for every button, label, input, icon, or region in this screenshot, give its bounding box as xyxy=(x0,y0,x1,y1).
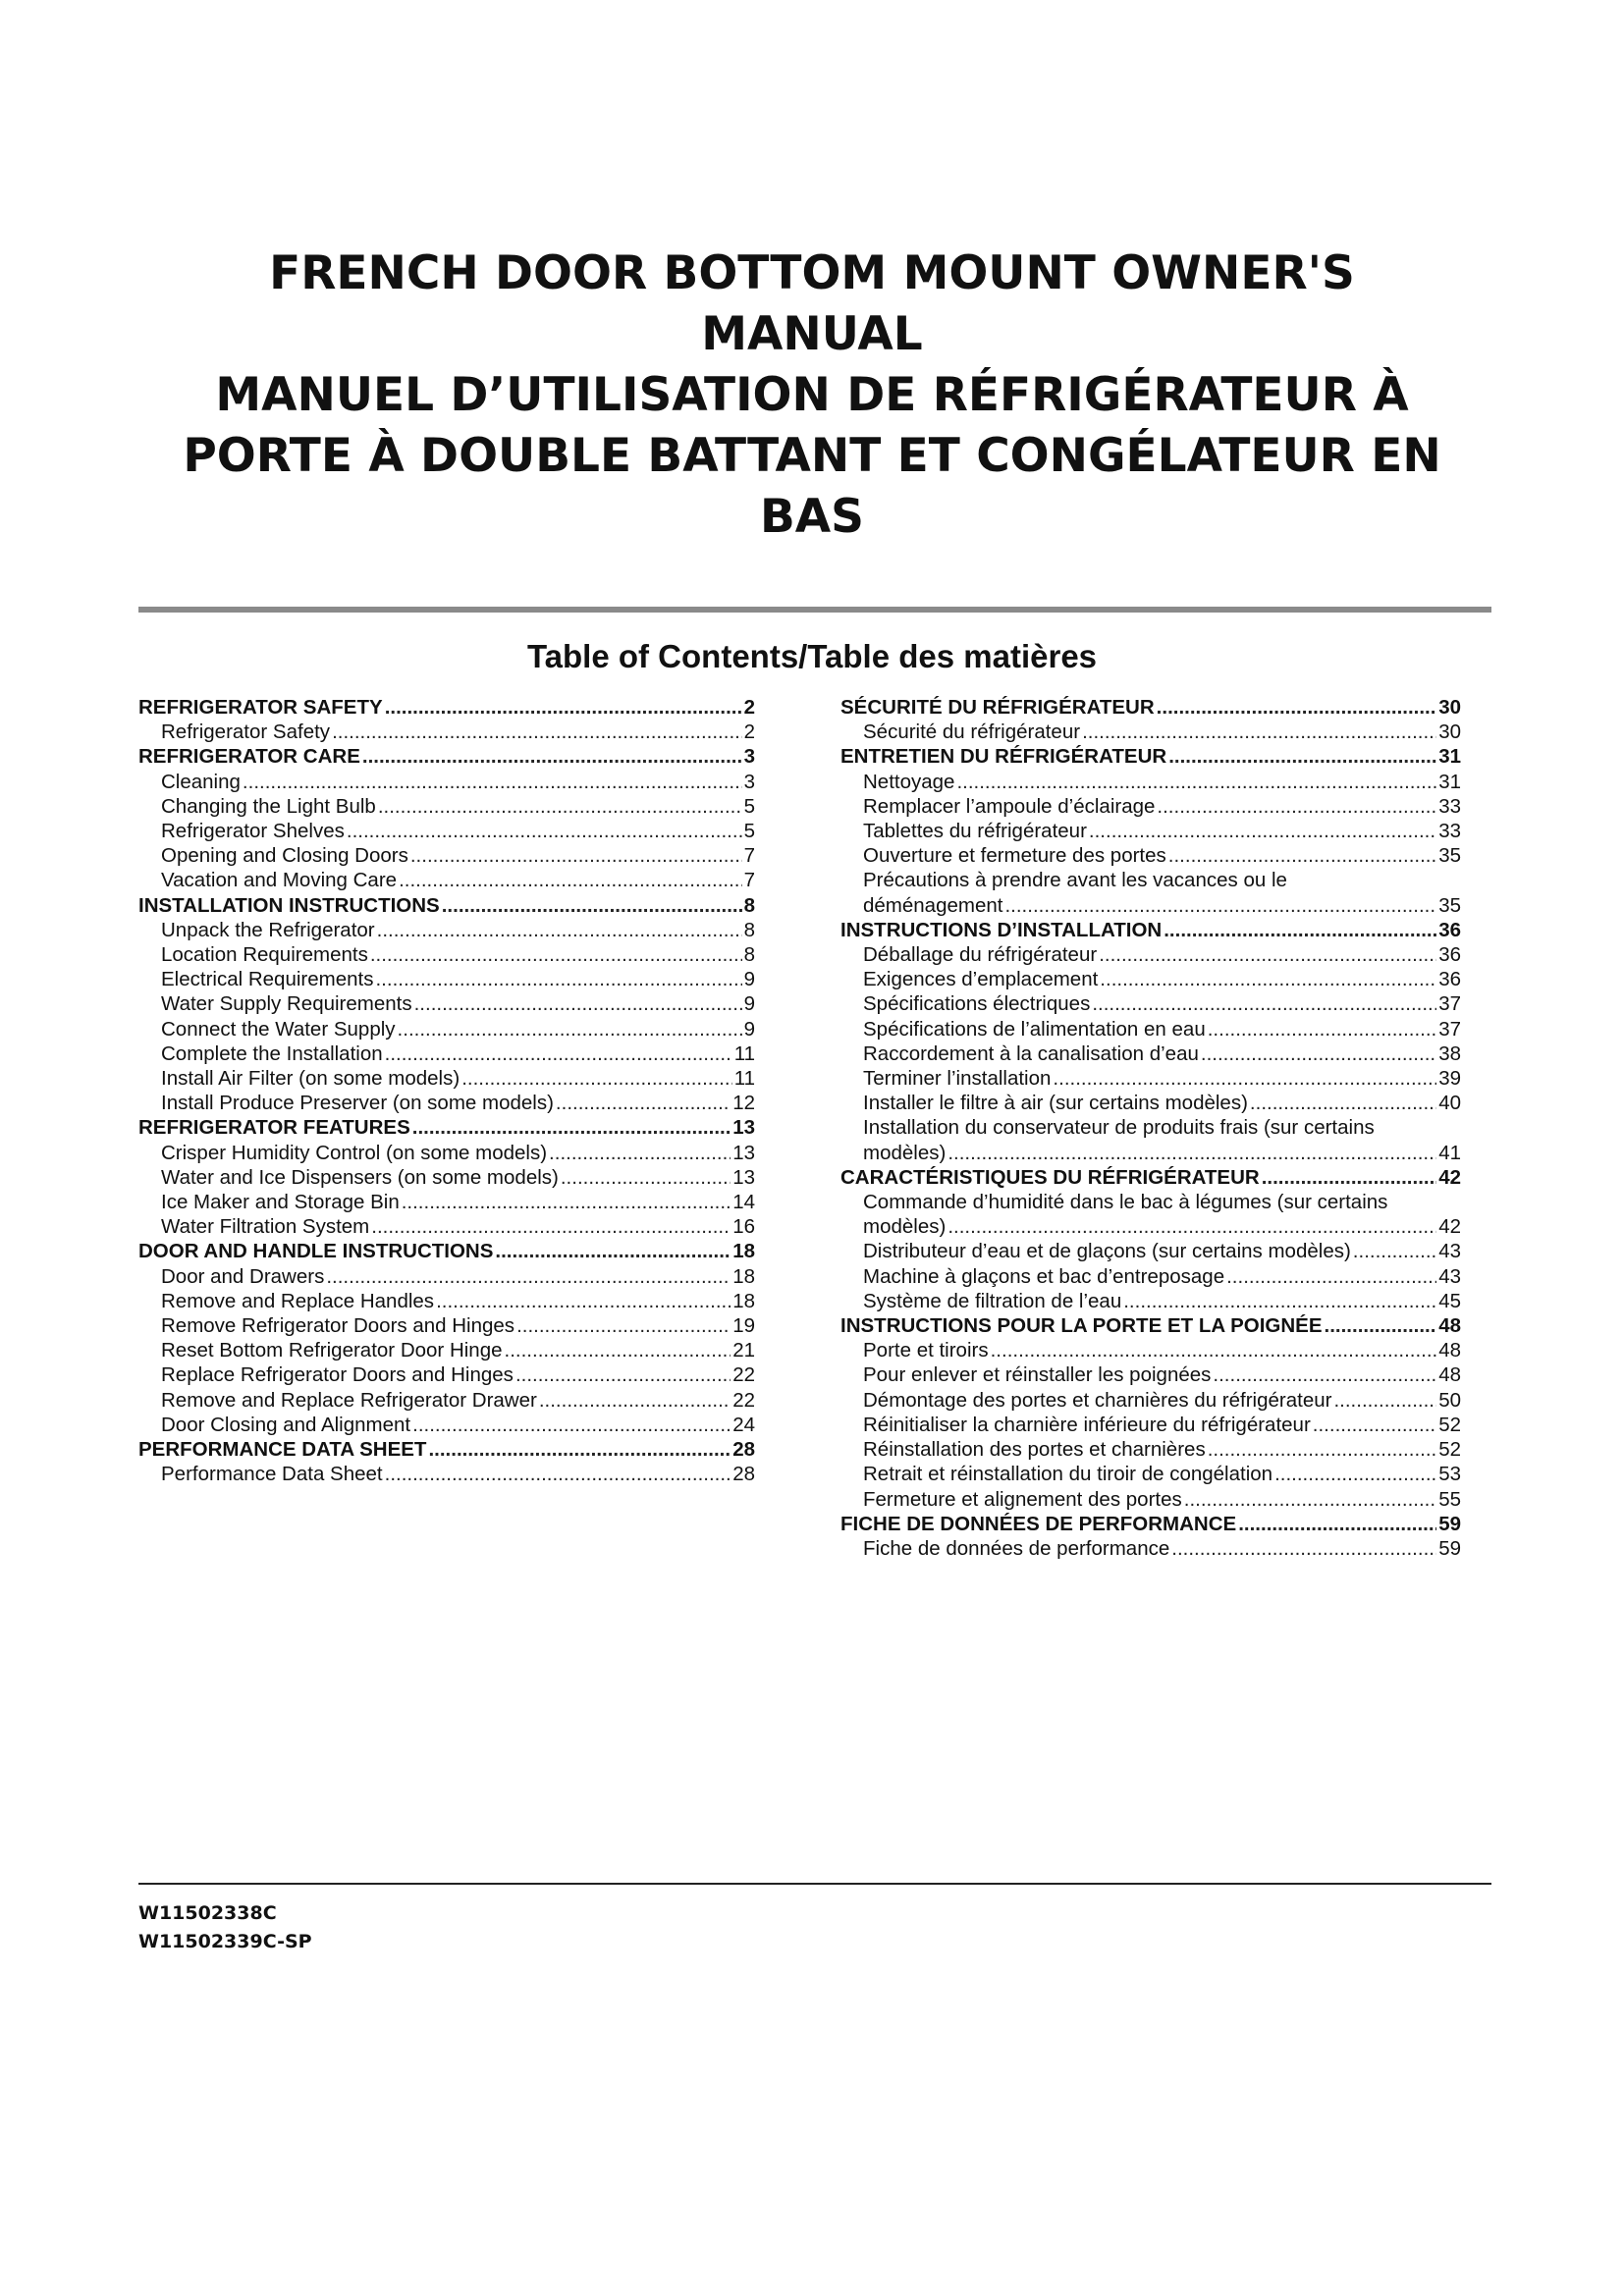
toc-page-number: 41 xyxy=(1438,1141,1461,1164)
toc-entry-title: Cleaning xyxy=(161,770,241,793)
toc-subsection-entry[interactable] xyxy=(840,1413,1461,1437)
toc-section-entry[interactable] xyxy=(138,1239,755,1263)
toc-page-number: 36 xyxy=(1438,943,1461,967)
toc-subsection-entry[interactable] xyxy=(840,1041,1461,1066)
toc-entry-title: modèles) xyxy=(863,1141,947,1164)
toc-entry-title: Ouverture et fermeture des portes xyxy=(863,844,1166,868)
toc-dot-leader xyxy=(505,1338,731,1362)
toc-page-number: 18 xyxy=(732,1264,755,1288)
toc-subsection-entry[interactable] xyxy=(138,1165,755,1190)
toc-page-number: 37 xyxy=(1438,992,1461,1016)
toc-entry-title: Commande d’humidité dans le bac à légumes (sur certains xyxy=(863,1191,1388,1214)
toc-dot-leader xyxy=(347,819,742,843)
toc-page-number: 42 xyxy=(1438,1215,1461,1239)
toc-dot-leader xyxy=(947,1141,1436,1165)
toc-page-number: 52 xyxy=(1438,1413,1461,1436)
toc-subsection-entry[interactable] xyxy=(840,1536,1461,1561)
toc-section-entry[interactable] xyxy=(138,1437,755,1462)
toc-page-number: 18 xyxy=(732,1289,755,1312)
toc-dot-leader xyxy=(243,770,742,794)
toc-subsection-entry[interactable] xyxy=(138,770,755,794)
toc-dot-leader xyxy=(1004,893,1436,918)
toc-page-number: 36 xyxy=(1438,968,1461,991)
toc-subsection-entry[interactable] xyxy=(138,1462,755,1486)
toc-subsection-entry[interactable] xyxy=(840,1437,1461,1462)
toc-entry-title: Remove Refrigerator Doors and Hinges xyxy=(161,1314,515,1338)
toc-dot-leader xyxy=(1099,942,1436,967)
toc-entry-title: INSTRUCTIONS POUR LA PORTE ET LA POIGNÉE xyxy=(840,1314,1323,1338)
toc-subsection-entry[interactable] xyxy=(840,720,1461,744)
toc-page-number: 43 xyxy=(1438,1240,1461,1263)
toc-entry-title: Reset Bottom Refrigerator Door Hinge xyxy=(161,1339,503,1362)
toc-entry-title: Retrait et réinstallation du tiroir de congélation xyxy=(863,1463,1273,1486)
toc-entry-title: Refrigerator Shelves xyxy=(161,820,345,843)
toc-section-entry[interactable] xyxy=(840,744,1461,769)
document-code: W11502339C-SP xyxy=(138,1931,312,1952)
toc-page-number: 40 xyxy=(1438,1092,1461,1115)
toc-page-number: 31 xyxy=(1438,770,1461,793)
toc-dot-leader xyxy=(956,770,1436,794)
toc-subsection-entry[interactable] xyxy=(840,1462,1461,1486)
toc-dot-leader xyxy=(1201,1041,1436,1066)
toc-entry-title: déménagement xyxy=(863,893,1003,917)
toc-dot-leader xyxy=(371,1214,731,1239)
toc-dot-leader xyxy=(1333,1388,1436,1413)
toc-entry-title: INSTALLATION INSTRUCTIONS xyxy=(138,893,440,917)
toc-page-number: 30 xyxy=(1438,721,1461,744)
toc-entry-title: Pour enlever et réinstaller les poignées xyxy=(863,1363,1212,1387)
toc-page-number: 22 xyxy=(732,1363,755,1387)
toc-page-number: 48 xyxy=(1438,1363,1461,1387)
toc-dot-leader xyxy=(1168,843,1436,868)
toc-entry-title: Ice Maker and Storage Bin xyxy=(161,1191,400,1214)
toc-page-number: 11 xyxy=(733,1067,755,1091)
toc-dot-leader xyxy=(399,868,742,892)
toc-entry-title: Remplacer l’ampoule d’éclairage xyxy=(863,794,1156,818)
toc-dot-leader xyxy=(428,1437,731,1462)
toc-subsection-entry[interactable] xyxy=(138,794,755,819)
toc-page-number: 59 xyxy=(1438,1536,1461,1560)
toc-dot-leader xyxy=(436,1289,731,1313)
toc-dot-leader xyxy=(1157,695,1437,720)
toc-entry-title: REFRIGERATOR SAFETY xyxy=(138,696,383,719)
toc-dot-leader xyxy=(1353,1239,1436,1263)
toc-entry-title: Démontage des portes et charnières du réfrigérateur xyxy=(863,1388,1332,1412)
toc-subsection-entry[interactable] xyxy=(840,1289,1461,1313)
toc-dot-leader xyxy=(1262,1165,1436,1190)
toc-dot-leader xyxy=(1213,1362,1436,1387)
toc-entry-title: Nettoyage xyxy=(863,770,955,793)
toc-entry-title: Réinitialiser la charnière inférieure du réfrigérateur xyxy=(863,1413,1311,1436)
toc-entry-title: Replace Refrigerator Doors and Hinges xyxy=(161,1363,514,1387)
toc-entry-title: ENTRETIEN DU RÉFRIGÉRATEUR xyxy=(840,745,1167,769)
title-line: MANUAL xyxy=(701,307,923,361)
toc-dot-leader xyxy=(402,1190,731,1214)
toc-dot-leader xyxy=(1082,720,1436,744)
toc-dot-leader xyxy=(442,893,742,918)
toc-entry-title: Door Closing and Alignment xyxy=(161,1413,411,1436)
toc-entry-title: Unpack the Refrigerator xyxy=(161,918,375,941)
toc-page-number: 8 xyxy=(743,943,755,967)
toc-page-number: 22 xyxy=(732,1388,755,1412)
toc-entry-title: Porte et tiroirs xyxy=(863,1339,989,1362)
toc-dot-leader xyxy=(1325,1313,1437,1338)
toc-entry-title: SÉCURITÉ DU RÉFRIGÉRATEUR xyxy=(840,696,1155,719)
toc-page-number: 37 xyxy=(1438,1017,1461,1041)
toc-page-number: 18 xyxy=(732,1240,755,1263)
toc-entry-title: PERFORMANCE DATA SHEET xyxy=(138,1438,427,1462)
toc-page-number: 24 xyxy=(732,1413,755,1436)
toc-page-number: 53 xyxy=(1438,1463,1461,1486)
toc-page-number: 5 xyxy=(743,794,755,818)
toc-dot-leader xyxy=(1274,1462,1436,1486)
toc-dot-leader xyxy=(326,1264,731,1289)
toc-subsection-entry[interactable] xyxy=(840,1487,1461,1512)
toc-subsection-entry[interactable] xyxy=(138,1413,755,1437)
toc-subsection-entry[interactable] xyxy=(138,1338,755,1362)
title-line: MANUEL D’UTILISATION DE RÉFRIGÉRATEUR À xyxy=(215,368,1409,422)
toc-page-number: 7 xyxy=(743,844,755,868)
toc-dot-leader xyxy=(1092,991,1436,1016)
toc-page-number: 48 xyxy=(1438,1314,1461,1338)
toc-entry-title: Exigences d’emplacement xyxy=(863,968,1099,991)
title-divider xyxy=(138,607,1491,613)
toc-subsection-entry[interactable] xyxy=(138,1214,755,1239)
toc-dot-leader xyxy=(398,1017,742,1041)
toc-page-number: 13 xyxy=(732,1141,755,1164)
toc-dot-leader xyxy=(561,1165,731,1190)
toc-page-number: 8 xyxy=(743,918,755,941)
toc-dot-leader xyxy=(1089,819,1436,843)
toc-entry-title: Réinstallation des portes et charnières xyxy=(863,1438,1206,1462)
toc-dot-leader xyxy=(991,1338,1437,1362)
toc-page-number: 39 xyxy=(1438,1067,1461,1091)
toc-page-number: 2 xyxy=(743,721,755,744)
toc-entry-title: Performance Data Sheet xyxy=(161,1463,383,1486)
toc-page-number: 7 xyxy=(743,869,755,892)
toc-page-number: 36 xyxy=(1438,918,1461,941)
toc-entry-title: Electrical Requirements xyxy=(161,968,374,991)
toc-page-number: 50 xyxy=(1438,1388,1461,1412)
toc-subsection-entry[interactable] xyxy=(840,893,1461,918)
toc-page-number: 33 xyxy=(1438,794,1461,818)
toc-dot-leader xyxy=(495,1239,731,1263)
toc-page-number: 16 xyxy=(732,1215,755,1239)
toc-subsection-entry[interactable] xyxy=(840,967,1461,991)
toc-entry-title: Install Air Filter (on some models) xyxy=(161,1067,460,1091)
toc-entry-title: REFRIGERATOR FEATURES xyxy=(138,1116,410,1140)
toc-section-entry[interactable] xyxy=(840,1512,1461,1536)
toc-entry-title: Installer le filtre à air (sur certains modèles) xyxy=(863,1092,1248,1115)
toc-entry-title: Spécifications électriques xyxy=(863,992,1091,1016)
toc-page-number: 9 xyxy=(743,968,755,991)
toc-section-entry[interactable] xyxy=(840,1313,1461,1338)
toc-subsection-entry[interactable] xyxy=(840,1388,1461,1413)
toc-subsection-entry[interactable] xyxy=(840,1066,1461,1091)
toc-subsection-entry[interactable] xyxy=(138,967,755,991)
toc-entry-title: Water Filtration System xyxy=(161,1215,370,1239)
toc-dot-leader xyxy=(385,1041,732,1066)
toc-subsection-entry[interactable] xyxy=(840,1239,1461,1263)
toc-subsection-entry[interactable] xyxy=(840,1091,1461,1115)
toc-subsection-entry[interactable] xyxy=(840,1017,1461,1041)
toc-subsection-entry[interactable] xyxy=(138,991,755,1016)
toc-entry-title: modèles) xyxy=(863,1215,947,1239)
toc-dot-leader xyxy=(332,720,742,744)
toc-page-number: 21 xyxy=(732,1339,755,1362)
toc-subsection-entry[interactable] xyxy=(138,868,755,892)
toc-subsection-entry[interactable] xyxy=(840,1264,1461,1289)
toc-page-number: 5 xyxy=(743,820,755,843)
toc-page-number: 52 xyxy=(1438,1438,1461,1462)
toc-section-entry[interactable] xyxy=(138,695,755,720)
toc-dot-leader xyxy=(1100,967,1436,991)
toc-dot-leader xyxy=(1171,1536,1436,1561)
toc-section-entry[interactable] xyxy=(138,744,755,769)
toc-page-number: 48 xyxy=(1438,1339,1461,1362)
toc-subsection-entry[interactable] xyxy=(840,1338,1461,1362)
toc-page-number: 9 xyxy=(743,992,755,1016)
toc-dot-leader xyxy=(556,1091,731,1115)
toc-entry-title: Spécifications de l’alimentation en eau xyxy=(863,1017,1206,1041)
toc-subsection-entry[interactable] xyxy=(840,1190,1461,1214)
toc-page-number: 2 xyxy=(743,696,755,719)
toc-subsection-entry[interactable] xyxy=(138,1289,755,1313)
toc-entry-title: Système de filtration de l’eau xyxy=(863,1289,1122,1312)
toc-page-number: 13 xyxy=(732,1116,755,1140)
toc-page-number: 31 xyxy=(1438,745,1461,769)
toc-dot-leader xyxy=(539,1388,731,1413)
toc-entry-title: FICHE DE DONNÉES DE PERFORMANCE xyxy=(840,1512,1237,1535)
toc-section-entry[interactable] xyxy=(138,1115,755,1140)
toc-subsection-entry[interactable] xyxy=(840,1115,1461,1140)
toc-dot-leader xyxy=(1208,1017,1436,1041)
toc-subsection-entry[interactable] xyxy=(840,794,1461,819)
toc-dot-leader xyxy=(515,1362,731,1387)
toc-subsection-entry[interactable] xyxy=(138,1190,755,1214)
toc-entry-title: Opening and Closing Doors xyxy=(161,844,408,868)
toc-page-number: 33 xyxy=(1438,820,1461,843)
toc-dot-leader xyxy=(385,1462,731,1486)
toc-subsection-entry[interactable] xyxy=(138,1264,755,1289)
toc-subsection-entry[interactable] xyxy=(138,720,755,744)
toc-entry-title: Précautions à prendre avant les vacances ou le xyxy=(863,869,1287,892)
toc-page-number: 19 xyxy=(732,1314,755,1338)
document-codes xyxy=(138,1899,312,1956)
toc-dot-leader xyxy=(1168,744,1436,769)
toc-entry-title: Remove and Replace Refrigerator Drawer xyxy=(161,1388,537,1412)
toc-dot-leader xyxy=(1184,1487,1436,1512)
toc-page-number: 9 xyxy=(743,1017,755,1041)
toc-entry-title: Refrigerator Safety xyxy=(161,721,331,744)
toc-dot-leader xyxy=(377,918,742,942)
toc-subsection-entry[interactable] xyxy=(138,1313,755,1338)
toc-subsection-entry[interactable] xyxy=(138,942,755,967)
toc-page-number: 8 xyxy=(743,893,755,917)
toc-entry-title: Distributeur d’eau et de glaçons (sur certains modèles) xyxy=(863,1240,1351,1263)
toc-dot-leader xyxy=(1053,1066,1436,1091)
toc-page-number: 28 xyxy=(732,1438,755,1462)
toc-page-number: 43 xyxy=(1438,1264,1461,1288)
title-line: PORTE À DOUBLE BATTANT ET CONGÉLATEUR EN xyxy=(183,429,1441,483)
toc-page-number: 35 xyxy=(1438,893,1461,917)
toc-entry-title: Installation du conservateur de produits frais (sur certains xyxy=(863,1116,1375,1140)
toc-entry-title: Tablettes du réfrigérateur xyxy=(863,820,1087,843)
toc-subsection-entry[interactable] xyxy=(138,1041,755,1066)
toc-dot-leader xyxy=(461,1066,732,1091)
toc-section-entry[interactable] xyxy=(138,893,755,918)
toc-entry-title: Vacation and Moving Care xyxy=(161,869,398,892)
toc-page-number: 55 xyxy=(1438,1487,1461,1511)
toc-subsection-entry[interactable] xyxy=(138,819,755,843)
toc-page-number: 14 xyxy=(732,1191,755,1214)
toc-entry-title: Fiche de données de performance xyxy=(863,1536,1170,1560)
toc-subsection-entry[interactable] xyxy=(138,843,755,868)
toc-dot-leader xyxy=(1238,1512,1436,1536)
toc-subsection-entry[interactable] xyxy=(138,918,755,942)
toc-page-number: 3 xyxy=(743,745,755,769)
title-line: BAS xyxy=(759,490,865,544)
toc-subsection-entry[interactable] xyxy=(840,868,1461,892)
toc-entry-title: Connect the Water Supply xyxy=(161,1017,396,1041)
toc-entry-title: Remove and Replace Handles xyxy=(161,1289,435,1312)
toc-dot-leader xyxy=(412,1413,731,1437)
toc-page-number: 11 xyxy=(733,1041,755,1065)
toc-subsection-entry[interactable] xyxy=(840,942,1461,967)
footer-divider xyxy=(138,1883,1491,1885)
toc-entry-title: Déballage du réfrigérateur xyxy=(863,943,1098,967)
toc-subsection-entry[interactable] xyxy=(840,770,1461,794)
toc-page-number: 28 xyxy=(732,1463,755,1486)
toc-entry-title: Fermeture et alignement des portes xyxy=(863,1487,1182,1511)
toc-dot-leader xyxy=(385,695,742,720)
toc-entry-title: DOOR AND HANDLE INSTRUCTIONS xyxy=(138,1240,494,1263)
toc-entry-title: Raccordement à la canalisation d’eau xyxy=(863,1041,1199,1065)
toc-subsection-entry[interactable] xyxy=(138,1388,755,1413)
toc-entry-title: Water and Ice Dispensers (on some models) xyxy=(161,1165,559,1189)
title-line: FRENCH DOOR BOTTOM MOUNT OWNER'S xyxy=(269,246,1355,300)
toc-entry-title: Install Produce Preserver (on some models) xyxy=(161,1092,554,1115)
toc-page-number: 35 xyxy=(1438,844,1461,868)
toc-section-entry[interactable] xyxy=(840,695,1461,720)
toc-dot-leader xyxy=(1164,918,1436,942)
toc-subsection-entry[interactable] xyxy=(840,843,1461,868)
toc-entry-title: Complete the Installation xyxy=(161,1041,383,1065)
toc-page-number: 59 xyxy=(1438,1512,1461,1535)
toc-entry-title: Sécurité du réfrigérateur xyxy=(863,721,1081,744)
toc-page-number: 30 xyxy=(1438,696,1461,719)
toc-subsection-entry[interactable] xyxy=(138,1066,755,1091)
toc-subsection-entry[interactable] xyxy=(138,1017,755,1041)
toc-dot-leader xyxy=(362,744,742,769)
toc-page-number: 45 xyxy=(1438,1289,1461,1312)
toc-subsection-entry[interactable] xyxy=(840,1362,1461,1387)
toc-dot-leader xyxy=(1313,1413,1436,1437)
toc-entry-title: Changing the Light Bulb xyxy=(161,794,376,818)
toc-dot-leader xyxy=(947,1214,1436,1239)
toc-entry-title: Door and Drawers xyxy=(161,1264,325,1288)
toc-entry-title: Crisper Humidity Control (on some models) xyxy=(161,1141,548,1164)
toc-dot-leader xyxy=(516,1313,731,1338)
document-title xyxy=(98,243,1526,548)
toc-dot-leader xyxy=(1123,1289,1436,1313)
toc-page-number: 13 xyxy=(732,1165,755,1189)
toc-heading: Table of Contents/Table des matières xyxy=(526,638,1098,674)
toc-dot-leader xyxy=(375,967,741,991)
toc-entry-title: Machine à glaçons et bac d’entreposage xyxy=(863,1264,1225,1288)
toc-subsection-entry[interactable] xyxy=(840,819,1461,843)
toc-subsection-entry[interactable] xyxy=(840,1214,1461,1239)
toc-column-french xyxy=(840,695,1461,1561)
toc-entry-title: CARACTÉRISTIQUES DU RÉFRIGÉRATEUR xyxy=(840,1165,1260,1189)
toc-dot-leader xyxy=(1250,1091,1436,1115)
toc-entry-title: Water Supply Requirements xyxy=(161,992,412,1016)
toc-subsection-entry[interactable] xyxy=(138,1141,755,1165)
toc-subsection-entry[interactable] xyxy=(138,1362,755,1387)
toc-subsection-entry[interactable] xyxy=(840,1141,1461,1165)
toc-dot-leader xyxy=(1157,794,1436,819)
toc-dot-leader xyxy=(410,843,742,868)
toc-entry-title: INSTRUCTIONS D’INSTALLATION xyxy=(840,918,1163,941)
toc-dot-leader xyxy=(1208,1437,1436,1462)
toc-entry-title: REFRIGERATOR CARE xyxy=(138,745,360,769)
document-code: W11502338C xyxy=(138,1902,277,1924)
toc-page-number: 3 xyxy=(743,770,755,793)
toc-subsection-entry[interactable] xyxy=(840,991,1461,1016)
toc-entry-title: Terminer l’installation xyxy=(863,1067,1052,1091)
toc-dot-leader xyxy=(1226,1264,1436,1289)
toc-page-number: 12 xyxy=(732,1092,755,1115)
toc-dot-leader xyxy=(378,794,742,819)
toc-section-entry[interactable] xyxy=(840,1165,1461,1190)
toc-dot-leader xyxy=(370,942,742,967)
toc-dot-leader xyxy=(412,1115,731,1140)
toc-dot-leader xyxy=(549,1141,731,1165)
toc-entry-title: Location Requirements xyxy=(161,943,368,967)
toc-column-english xyxy=(138,695,755,1487)
toc-page-number: 38 xyxy=(1438,1041,1461,1065)
toc-page-number: 42 xyxy=(1438,1165,1461,1189)
toc-subsection-entry[interactable] xyxy=(138,1091,755,1115)
toc-dot-leader xyxy=(414,991,742,1016)
toc-section-entry[interactable] xyxy=(840,918,1461,942)
